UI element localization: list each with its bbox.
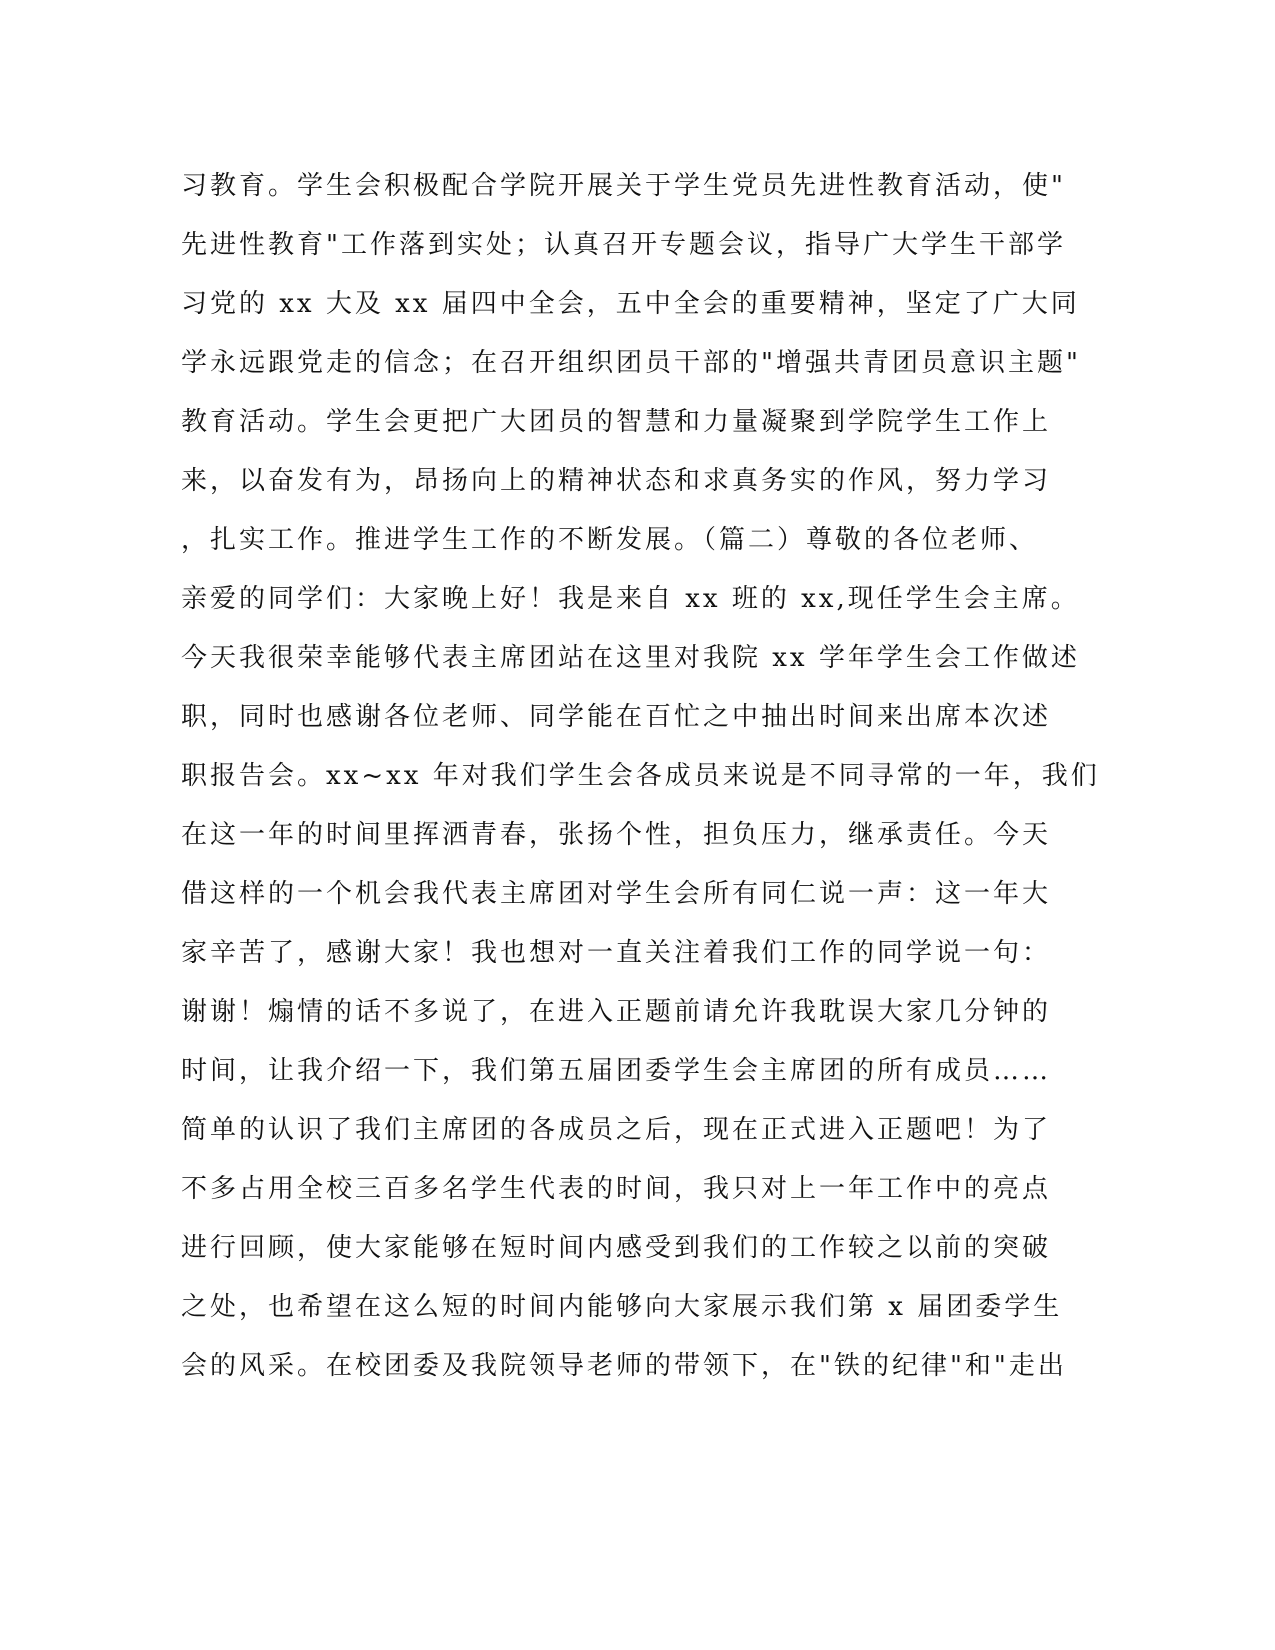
text-line: 借这样的一个机会我代表主席团对学生会所有同仁说一声：这一年大 xyxy=(181,879,1052,909)
text-line: 谢谢！煽情的话不多说了，在进入正题前请允许我耽误大家几分钟的 xyxy=(181,997,1052,1027)
text-line: 习党的 xx 大及 xx 届四中全会，五中全会的重要精神，坚定了广大同 xyxy=(181,289,1080,319)
text-line: 进行回顾，使大家能够在短时间内感受到我们的工作较之以前的突破 xyxy=(181,1233,1052,1263)
text-line: 会的风采。在校团委及我院领导老师的带领下，在"铁的纪律"和"走出 xyxy=(181,1351,1067,1381)
text-line: 时间，让我介绍一下，我们第五届团委学生会主席团的所有成员…… xyxy=(181,1056,1052,1086)
text-line: 职，同时也感谢各位老师、同学能在百忙之中抽出时间来出席本次述 xyxy=(181,702,1052,732)
text-line: ，扎实工作。推进学生工作的不断发展。（篇二）尊敬的各位老师、 xyxy=(181,525,1039,555)
text-line: 亲爱的同学们：大家晚上好！我是来自 xx 班的 xx,现任学生会主席。 xyxy=(181,584,1080,614)
text-line: 在这一年的时间里挥洒青春，张扬个性，担负压力，继承责任。今天 xyxy=(181,820,1052,850)
text-line: 来，以奋发有为，昂扬向上的精神状态和求真务实的作风，努力学习 xyxy=(181,466,1052,496)
text-line: 先进性教育"工作落到实处；认真召开专题会议，指导广大学生干部学 xyxy=(181,230,1066,260)
text-line: 之处，也希望在这么短的时间内能够向大家展示我们第 x 届团委学生 xyxy=(181,1292,1063,1322)
text-line: 不多占用全校三百多名学生代表的时间，我只对上一年工作中的亮点 xyxy=(181,1174,1052,1204)
text-line: 职报告会。xx~xx 年对我们学生会各成员来说是不同寻常的一年，我们 xyxy=(181,761,1100,791)
text-line: 习教育。学生会积极配合学院开展关于学生党员先进性教育活动，使" xyxy=(181,171,1066,201)
text-line: 简单的认识了我们主席团的各成员之后，现在正式进入正题吧！为了 xyxy=(181,1115,1052,1145)
body-text xyxy=(181,157,1100,1396)
text-line: 学永远跟党走的信念；在召开组织团员干部的"增强共青团员意识主题" xyxy=(181,348,1081,378)
text-line: 家辛苦了，感谢大家！我也想对一直关注着我们工作的同学说一句： xyxy=(181,938,1052,968)
text-line: 教育活动。学生会更把广大团员的智慧和力量凝聚到学院学生工作上 xyxy=(181,407,1052,437)
text-line: 今天我很荣幸能够代表主席团站在这里对我院 xx 学年学生会工作做述 xyxy=(181,643,1080,673)
